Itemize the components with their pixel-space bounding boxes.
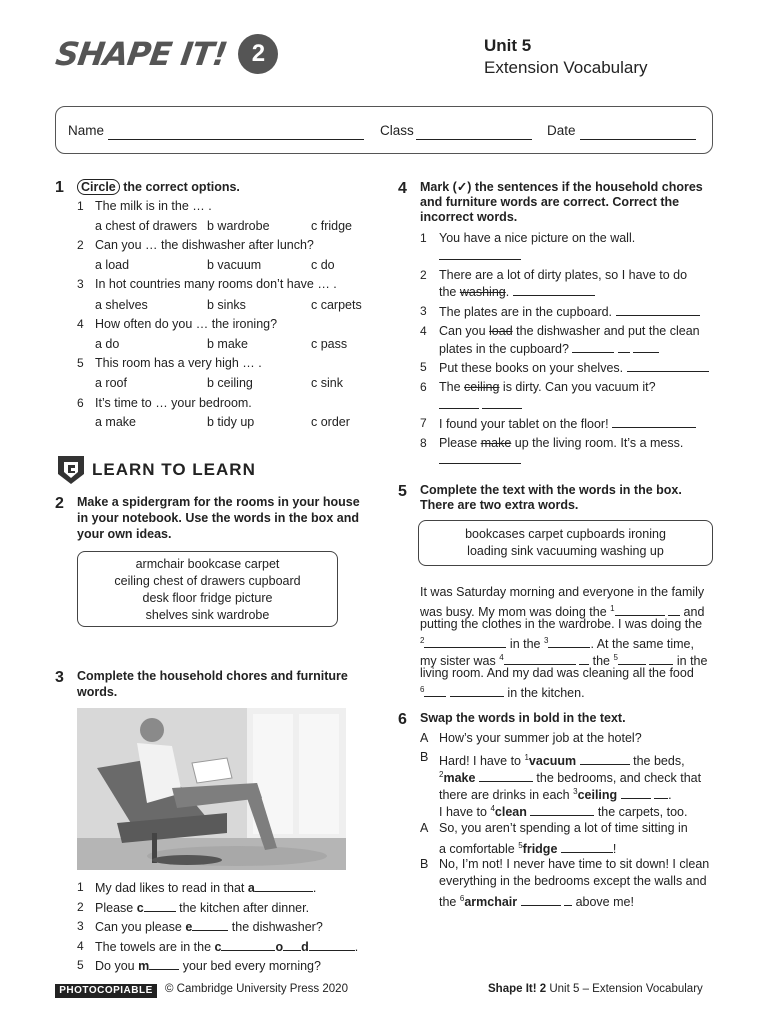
answer-blank[interactable] [618, 653, 646, 665]
option-c[interactable]: c sink [311, 376, 343, 390]
option-c[interactable]: c do [311, 258, 335, 272]
word-box-line: ceiling chest of drawers cupboard [114, 574, 301, 588]
answer-blank[interactable] [424, 685, 446, 697]
date-field[interactable] [580, 139, 696, 140]
question-text: Can you … the dishwasher after lunch? [95, 238, 314, 252]
answer-blank[interactable] [504, 653, 576, 665]
exercise-5-instruction-line: Complete the text with the words in the box. [420, 483, 682, 497]
class-label: Class [380, 123, 414, 138]
option-a[interactable]: a load [95, 258, 130, 272]
speaker-label: A [420, 731, 429, 745]
answer-blank[interactable] [615, 604, 665, 616]
question-text: How often do you … the ironing? [95, 317, 278, 331]
question-text: The milk is in the … . [95, 199, 212, 213]
exercise-4-instruction-line: Mark (✓) the sentences if the household chores [420, 180, 703, 194]
sentence-text: There are a lot of dirty plates, so I have to do [439, 268, 688, 282]
answer-blank[interactable] [548, 636, 590, 648]
answer-blank[interactable] [424, 636, 506, 648]
sentence-text: The ceiling is dirty. Can you vacuum it? [439, 380, 656, 394]
shape-it-logo [53, 34, 278, 74]
option-c[interactable]: c pass [311, 337, 348, 351]
question-text: In hot countries many rooms don’t have … . [95, 277, 337, 291]
exercise-4-instruction-line: and furniture words are correct. Correct the [420, 195, 680, 209]
answer-blank[interactable] [283, 939, 301, 951]
answer-blank[interactable] [450, 685, 504, 697]
exercise-6-instruction: Swap the words in bold in the text. [420, 711, 626, 725]
footer-unit-info: Shape It! 2 Unit 5 – Extension Vocabulary [488, 983, 703, 995]
exercise-5-instruction-line: There are two extra words. [420, 498, 579, 512]
word-box-line: shelves sink wardrobe [145, 608, 270, 622]
sentence-text: I found your tablet on the floor! [439, 416, 696, 432]
sentence-text: The plates are in the cupboard. [439, 304, 700, 320]
exercise-2-instruction-line: Make a spidergram for the rooms in your house [77, 495, 360, 509]
answer-blank[interactable] [479, 770, 533, 782]
exercise-1-instruction: Circle the correct options. [77, 180, 240, 195]
answer-blank[interactable] [513, 284, 595, 296]
option-c[interactable]: c fridge [311, 219, 352, 233]
answer-blank[interactable] [439, 248, 521, 260]
sentence-text: the washing. [439, 284, 595, 300]
option-b[interactable]: b sinks [207, 298, 246, 312]
question-text: It’s time to … your bedroom. [95, 396, 252, 410]
exercise-3-instruction-line: words. [77, 685, 118, 699]
name-field[interactable] [108, 139, 364, 140]
answer-blank[interactable] [618, 341, 630, 353]
word-box-line: armchair bookcase carpet [135, 557, 280, 571]
answer-blank[interactable] [564, 894, 572, 906]
completion-sentence: Please c the kitchen after dinner. [95, 901, 310, 915]
option-b[interactable]: b wardrobe [207, 219, 270, 233]
answer-blank[interactable] [612, 416, 696, 428]
man-reading-photo [77, 708, 346, 870]
speaker-label: A [420, 821, 429, 835]
answer-blank[interactable] [530, 804, 594, 816]
option-c[interactable]: c carpets [311, 298, 362, 312]
unit-title: Unit 5 [484, 36, 532, 55]
photocopiable-tag: PHOTOCOPIABLE [55, 984, 157, 998]
answer-blank[interactable] [668, 604, 680, 616]
answer-blank[interactable] [439, 397, 479, 409]
question-text: This room has a very high … . [95, 356, 262, 370]
exercise-4-number: 4 [398, 180, 407, 197]
copyright-text: © Cambridge University Press 2020 [165, 983, 348, 995]
answer-blank[interactable] [149, 958, 179, 970]
answer-blank[interactable] [144, 900, 176, 912]
learn-to-learn-icon [56, 454, 86, 486]
unit-subtitle: Extension Vocabulary [484, 58, 648, 77]
answer-blank[interactable] [221, 939, 275, 951]
completion-sentence: Can you please e the dishwasher? [95, 920, 323, 934]
answer-blank[interactable] [579, 653, 589, 665]
completion-sentence: Do you m your bed every morning? [95, 959, 321, 973]
option-a[interactable]: a do [95, 337, 120, 351]
option-b[interactable]: b vacuum [207, 258, 262, 272]
exercise-6-number: 6 [398, 711, 407, 728]
option-a[interactable]: a roof [95, 376, 127, 390]
answer-blank[interactable] [580, 753, 630, 765]
answer-blank[interactable] [654, 787, 668, 799]
answer-blank[interactable] [192, 919, 228, 931]
answer-blank[interactable] [572, 341, 614, 353]
logo-text: SHAPE IT! [53, 35, 230, 73]
name-label: Name [68, 123, 105, 138]
sentence-text: Please make up the living room. It’s a mess. [439, 436, 684, 450]
answer-blank[interactable] [439, 452, 521, 464]
speaker-label: B [420, 857, 429, 871]
exercise-2-number: 2 [55, 495, 64, 512]
option-a[interactable]: a chest of drawers [95, 219, 198, 233]
option-c[interactable]: c order [311, 415, 350, 429]
exercise-1-number: 1 [55, 179, 64, 196]
speaker-label: B [420, 750, 429, 764]
sentence-text: You have a nice picture on the wall. [439, 231, 636, 245]
date-label: Date [547, 123, 576, 138]
completion-sentence: My dad likes to read in that a . [95, 881, 317, 895]
answer-blank[interactable] [255, 880, 313, 892]
answer-blank[interactable] [627, 360, 709, 372]
sentence-text: Can you load the dishwasher and put the clean [439, 324, 700, 338]
exercise-3-instruction-line: Complete the household chores and furniture [77, 669, 348, 683]
answer-blank[interactable] [561, 841, 613, 853]
option-b[interactable]: b make [207, 337, 248, 351]
exercise-2-word-box [77, 551, 338, 627]
answer-blank[interactable] [649, 653, 673, 665]
exercise-5-word-box [418, 520, 713, 566]
level-badge: 2 [238, 34, 278, 74]
option-b[interactable]: b ceiling [207, 376, 253, 390]
completion-sentence: The towels are in the c o d . [95, 940, 359, 954]
answer-blank[interactable] [482, 397, 522, 409]
class-field[interactable] [416, 139, 532, 140]
exercise-5-number: 5 [398, 483, 407, 500]
word-box-line: desk floor fridge picture [142, 591, 273, 605]
word-box-line: loading sink vacuuming washing up [467, 544, 664, 558]
sentence-text: plates in the cupboard? [439, 341, 659, 357]
answer-line [439, 397, 522, 413]
option-a[interactable]: a make [95, 415, 136, 429]
answer-blank[interactable] [309, 939, 355, 951]
answer-blank[interactable] [616, 304, 700, 316]
exercise-3-number: 3 [55, 669, 64, 686]
sentence-text: Put these books on your shelves. [439, 360, 709, 376]
answer-blank[interactable] [621, 787, 651, 799]
option-a[interactable]: a shelves [95, 298, 148, 312]
word-box-line: bookcases carpet cupboards ironing [465, 527, 666, 541]
circle-word: Circle [77, 179, 120, 195]
exercise-4-instruction-line: incorrect words. [420, 210, 518, 224]
answer-blank[interactable] [633, 341, 659, 353]
learn-to-learn-title: LEARN TO LEARN [92, 460, 256, 479]
answer-blank[interactable] [521, 894, 561, 906]
exercise-2-instruction-line: in your notebook. Use the words in the box and [77, 511, 359, 525]
option-b[interactable]: b tidy up [207, 415, 255, 429]
exercise-2-instruction-line: your own ideas. [77, 527, 172, 541]
